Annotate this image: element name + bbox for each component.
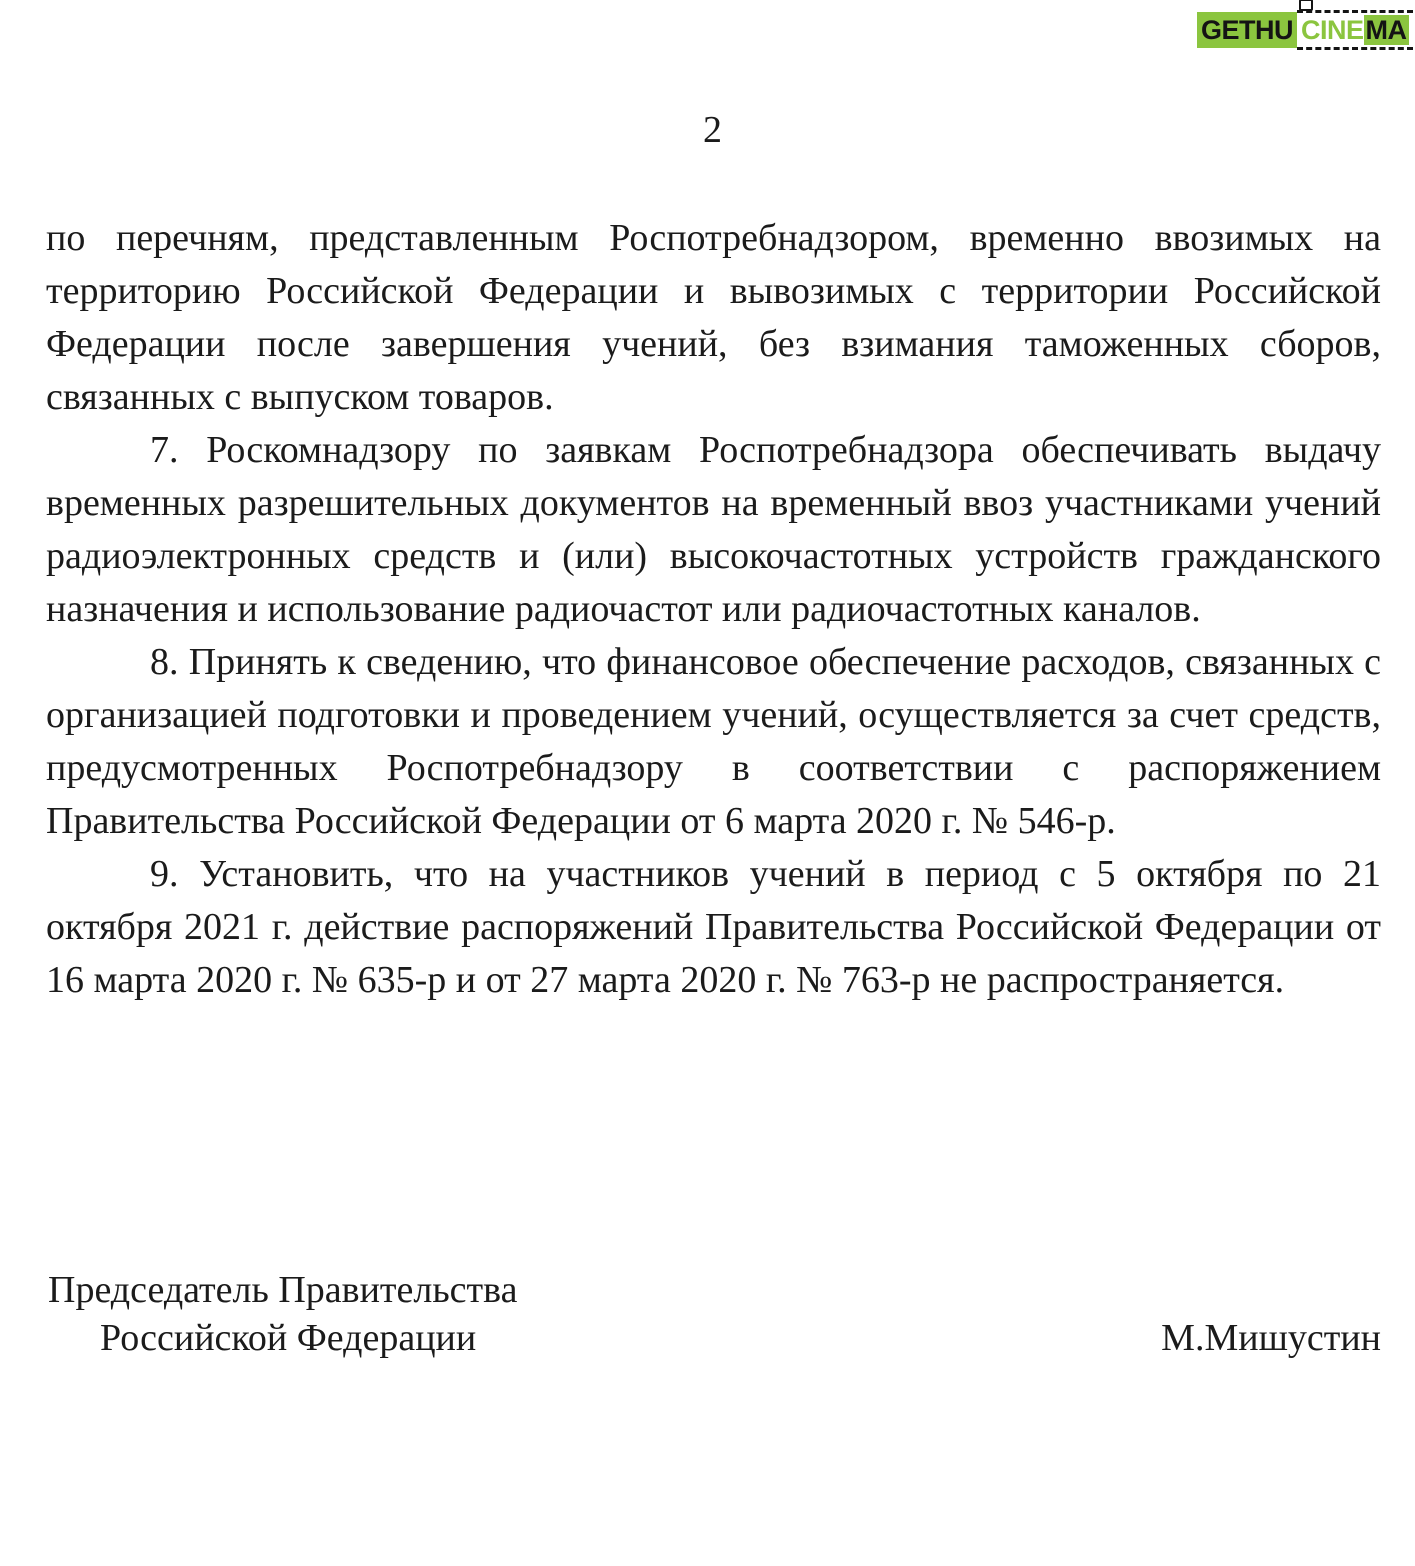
camera-icon [1299, 0, 1313, 11]
signatory-title [48, 1266, 517, 1362]
document-body [46, 212, 1381, 1007]
watermark-logo [1197, 8, 1411, 52]
signatory-name: М.Мишустин [1161, 1317, 1381, 1359]
signatory-title-line1: Председатель Правительства [48, 1269, 518, 1311]
paragraph-continuation: по перечням, представленным Роспотребнадзором, временно ввозимых на территорию Российской Федерации и вывозимых с территории Российской Федерации после завершения учений, без взимания таможенных сборов, связанных с выпуском товаров. [46, 217, 1381, 418]
paragraph-item-7: 7. Роскомнадзору по заявкам Роспотребнадзора обеспечивать выдачу временных разрешительных документов на временный ввоз участниками учений радиоэлектронных средств и (или) высокочастотных устройств гражданского назначения и использование радиочастот или радиочастотных каналов. [46, 429, 1381, 630]
paragraph-item-8: 8. Принять к сведению, что финансовое обеспечение расходов, связанных с организацией подготовки и проведением учений, осуществляется за счет средств, предусмотренных Роспотребнадзору в соответствии с распоряжением Правительства Российской Федерации от 6 марта 2020 г. № 546-р. [46, 641, 1381, 842]
watermark-right-tail: MA [1365, 15, 1407, 45]
watermark-right-block [1297, 10, 1413, 50]
page-number: 2 [703, 109, 722, 151]
watermark-left-text: GETHU [1197, 12, 1297, 48]
signatory-title-line2: Российской Федерации [100, 1317, 477, 1359]
watermark-right-text: CINE [1301, 15, 1364, 45]
paragraph-item-9: 9. Установить, что на участников учений в период с 5 октября по 21 октября 2021 г. действие распоряжений Правительства Российской Федерации от 16 марта 2020 г. № 635-р и от 27 марта 2020 г. № 763-р не распространяется. [46, 853, 1381, 1001]
